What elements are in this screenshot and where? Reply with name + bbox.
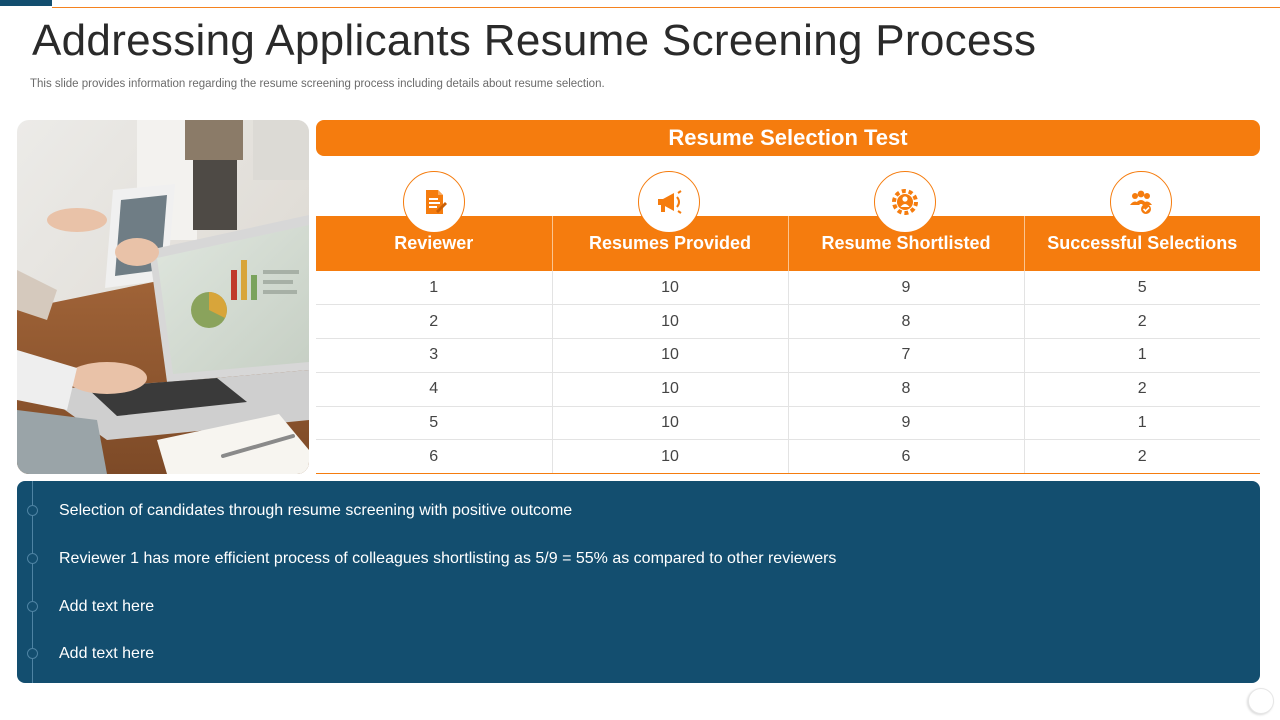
- megaphone-icon: [654, 187, 684, 217]
- note-item: Add text here: [59, 645, 155, 662]
- bullet-dot-icon: [27, 648, 38, 659]
- table-row: [316, 305, 1260, 339]
- office-photo: [17, 120, 309, 474]
- notes-panel: [17, 481, 1260, 683]
- page-title: Addressing Applicants Resume Screening Process: [32, 16, 1037, 65]
- cell-reviewer: 6: [316, 440, 552, 474]
- top-accent-bar: [0, 0, 52, 6]
- cell-reviewer: 1: [316, 271, 552, 305]
- cell-resume-shortlisted: 9: [788, 406, 1024, 440]
- cell-resumes-provided: 10: [552, 339, 788, 373]
- table-row: [316, 372, 1260, 406]
- reviewer-badge: [403, 171, 465, 233]
- cell-successful-selections: 1: [1024, 339, 1260, 373]
- bullet-dot-icon: [27, 601, 38, 612]
- top-accent-line: [52, 7, 1280, 8]
- resume-selection-banner: Resume Selection Test: [316, 120, 1260, 156]
- resumes-provided-badge: [638, 171, 700, 233]
- note-item: Add text here: [59, 598, 155, 615]
- note-item: Reviewer 1 has more efficient process of colleagues shortlisting as 5/9 = 55% as compared to other reviewers: [59, 550, 837, 567]
- header-resumes-provided: Resumes Provided: [552, 216, 788, 271]
- table-row: [316, 339, 1260, 373]
- cell-resume-shortlisted: 7: [788, 339, 1024, 373]
- table-row: [316, 440, 1260, 474]
- cell-reviewer: 4: [316, 372, 552, 406]
- cell-resume-shortlisted: 9: [788, 271, 1024, 305]
- table-row: [316, 271, 1260, 305]
- cell-resume-shortlisted: 6: [788, 440, 1024, 474]
- header-reviewer: Reviewer: [316, 216, 552, 271]
- cell-resume-shortlisted: 8: [788, 305, 1024, 339]
- resume-selection-table: [316, 216, 1260, 474]
- cell-successful-selections: 2: [1024, 440, 1260, 474]
- cell-successful-selections: 1: [1024, 406, 1260, 440]
- cell-resumes-provided: 10: [552, 305, 788, 339]
- resume-document-icon: [419, 187, 449, 217]
- header-resume-shortlisted: Resume Shortlisted: [788, 216, 1024, 271]
- cell-successful-selections: 5: [1024, 271, 1260, 305]
- cell-successful-selections: 2: [1024, 305, 1260, 339]
- bullet-dot-icon: [27, 553, 38, 564]
- table-header-row: [316, 216, 1260, 271]
- cell-resume-shortlisted: 8: [788, 372, 1024, 406]
- cell-successful-selections: 2: [1024, 372, 1260, 406]
- table-row: [316, 406, 1260, 440]
- cell-resumes-provided: 10: [552, 271, 788, 305]
- corner-circle-decoration: [1248, 688, 1274, 714]
- header-successful-selections: Successful Selections: [1024, 216, 1260, 271]
- cell-resumes-provided: 10: [552, 372, 788, 406]
- page-subtitle: This slide provides information regarding the resume screening process including details about resume selection.: [30, 78, 605, 90]
- gear-person-icon: [890, 187, 920, 217]
- bullet-dot-icon: [27, 505, 38, 516]
- cell-reviewer: 3: [316, 339, 552, 373]
- cell-reviewer: 2: [316, 305, 552, 339]
- cell-resumes-provided: 10: [552, 440, 788, 474]
- note-item: Selection of candidates through resume screening with positive outcome: [59, 502, 573, 519]
- resume-shortlisted-badge: [874, 171, 936, 233]
- cell-resumes-provided: 10: [552, 406, 788, 440]
- successful-selections-badge: [1110, 171, 1172, 233]
- team-check-icon: [1126, 187, 1156, 217]
- cell-reviewer: 5: [316, 406, 552, 440]
